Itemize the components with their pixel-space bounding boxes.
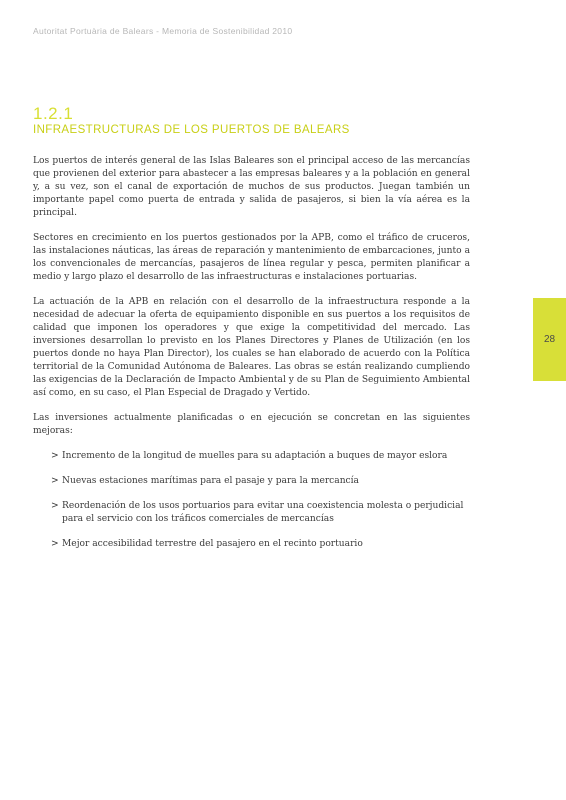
list-item-text: Incremento de la longitud de muelles para su adaptación a buques de mayor eslora (62, 451, 448, 461)
body-content (33, 155, 470, 563)
list-item (33, 538, 470, 551)
list-item (33, 475, 470, 488)
bullet-marker: > (51, 476, 59, 486)
list-item-text: Nuevas estaciones marítimas para el pasaje y para la mercancía (62, 476, 359, 486)
paragraph: Las inversiones actualmente planificadas o en ejecución se concretan en las siguientes mejoras: (33, 413, 470, 436)
paragraph: La actuación de la APB en relación con el desarrollo de la infraestructura responde a la necesidad de adecuar la oferta de equipamiento disponible en sus puertos a los requisitos de calidad que imponen los operadores y que exige la competitividad del mercado. Las inversiones desarrollan lo previsto en los Planes Directores y Planes de Utilización (en los puertos donde no haya Plan Director), los cuales se han elaborado de acuerdo con la Política territorial de la Comunidad Autónoma de Baleares. Las obras se están realizando cumpliendo las exigencias de la Declaración de Impacto Ambiental y de su Plan de Seguimiento Ambiental así como, en su caso, el Plan Especial de Dragado y Vertido. (33, 297, 470, 398)
list-item-text: Mejor accesibilidad terrestre del pasajero en el recinto portuario (62, 539, 363, 549)
paragraph: Sectores en crecimiento en los puertos gestionados por la APB, como el tráfico de cruceros, las instalaciones náuticas, las áreas de reparación y mantenimiento de embarcaciones, junto a los convencionales de mercancías, pasajeros de línea regular y pesca, permiten planificar a medio y largo plazo el desarrollo de las infraestructuras e instalaciones portuarias. (33, 233, 470, 282)
improvements-list (33, 450, 470, 551)
running-header: Autoritat Portuària de Balears - Memoria de Sostenibilidad 2010 (33, 26, 293, 36)
page-number-tab (533, 298, 566, 381)
bullet-marker: > (51, 501, 59, 511)
list-item-text: Reordenación de los usos portuarios para evitar una coexistencia molesta o perjudicial para el servicio con los tráficos comerciales de mercancías (62, 501, 464, 524)
paragraph: Los puertos de interés general de las Islas Baleares son el principal acceso de las mercancías que provienen del exterior para abastecer a las empresas baleares y a la población en general y, a su vez, son el canal de exportación de muchos de sus productos. Juegan también un importante papel como puerta de entrada y salida de pasajeros, si bien la vía aérea es la principal. (33, 156, 470, 218)
bullet-marker: > (51, 451, 59, 461)
list-item (33, 450, 470, 463)
bullet-marker: > (51, 539, 59, 549)
list-item (33, 500, 470, 526)
section-number: 1.2.1 (33, 104, 74, 123)
section-title: INFRAESTRUCTURAS DE LOS PUERTOS DE BALEARS (33, 124, 350, 136)
page-number: 28 (543, 334, 556, 345)
